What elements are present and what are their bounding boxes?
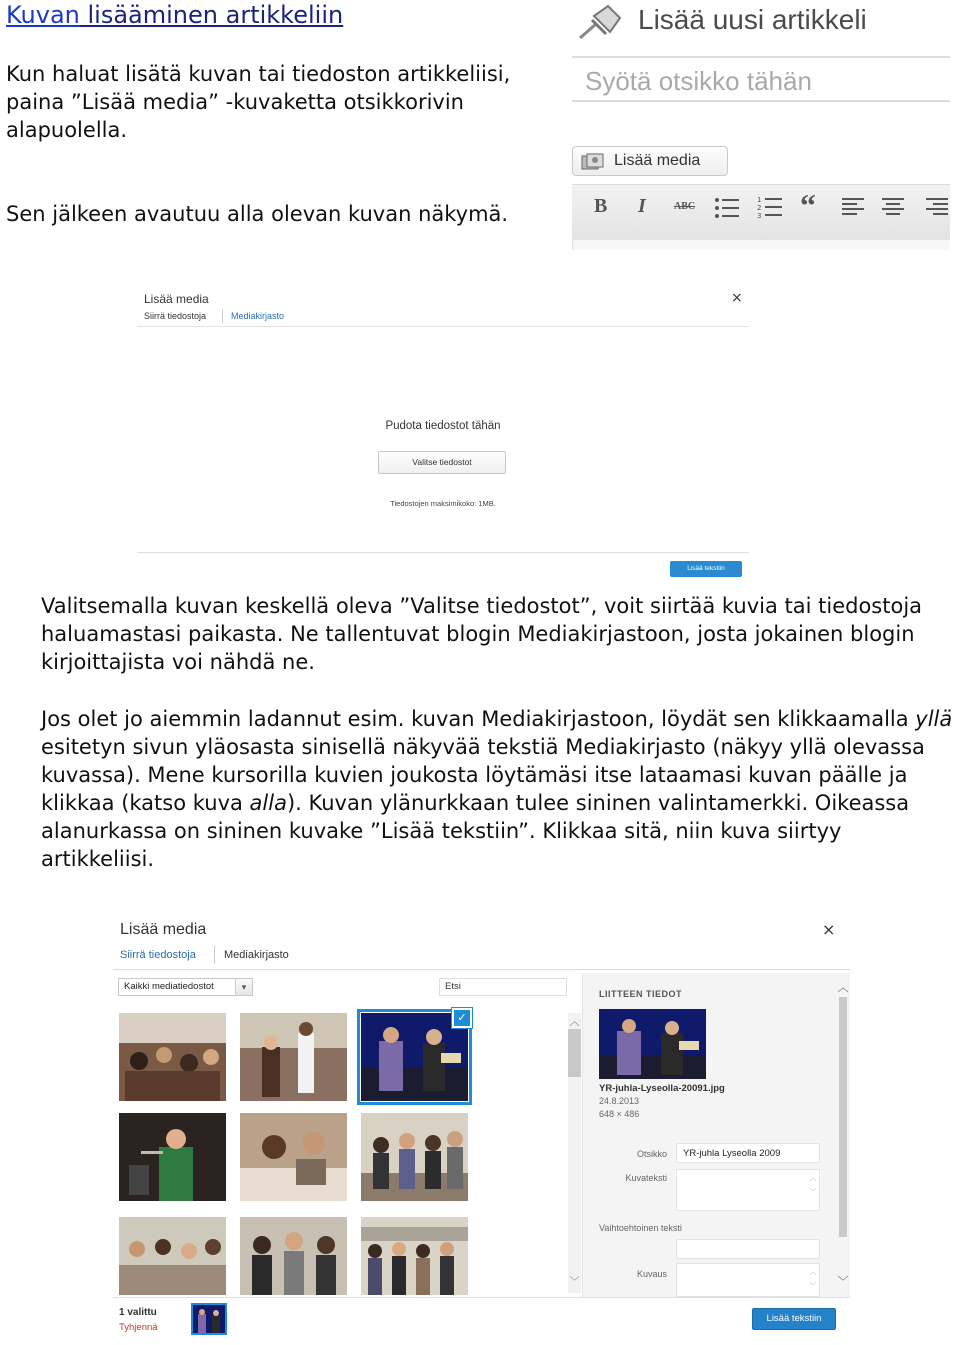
alt-text-label: Vaihtoehtoinen teksti [599,1223,682,1233]
bullet-list-icon[interactable] [714,197,740,219]
add-media-button[interactable] [572,146,728,176]
post-title-placeholder: Syötä otsikko tähän [585,66,812,96]
attachment-preview [599,1009,706,1079]
photo-musician [119,1113,226,1201]
scroll-thumb[interactable] [568,1029,581,1077]
media-dialog-title: Lisää media [120,921,207,938]
media-thumbnail[interactable] [119,1217,226,1295]
strikethrough-button[interactable]: ABC [674,201,696,212]
footer-divider [137,552,749,553]
media-filter-select[interactable] [118,978,253,996]
media-thumbnail[interactable] [361,1113,468,1201]
bold-button[interactable]: B [594,195,608,217]
tab-upload-files[interactable]: Siirrä tiedostoja [144,311,207,321]
intro-paragraph-2: Sen jälkeen avautuu alla olevan kuvan näkymä. [6,202,509,226]
grid-scrollbar[interactable] [568,1013,581,1293]
editor-heading: Lisää uusi artikkeli [638,4,867,35]
media-thumbnail[interactable] [240,1113,347,1201]
tab-separator [214,946,215,964]
footer-divider [113,1297,850,1298]
attachment-details-panel [582,973,850,1298]
media-icon [581,153,605,171]
select-files-button[interactable]: Valitse tiedostot [378,451,506,474]
svg-text:3: 3 [757,212,762,219]
selection-thumbnail[interactable] [191,1303,227,1335]
p2-emphasis-below: alla [249,791,287,815]
body-paragraph-2 [41,705,959,873]
pushpin-icon [574,2,626,42]
post-title-input[interactable] [572,56,950,102]
photo-group [361,1113,468,1201]
title-label: Otsikko [636,1149,667,1159]
align-center-icon[interactable] [882,197,906,217]
textarea-scroll-icon[interactable]: ︿ ﹀ [809,1175,817,1196]
media-library-dialog [113,915,853,1345]
blockquote-button[interactable]: “ [800,187,816,223]
chevron-down-icon: ▾ [235,979,252,995]
photo-students [361,1217,468,1295]
photo-selected-mini [193,1305,225,1333]
media-thumbnail[interactable] [361,1217,468,1295]
clear-selection-link[interactable]: Tyhjennä [119,1322,158,1333]
media-thumbnail[interactable] [240,1217,347,1295]
add-media-label: Lisää media [614,152,701,169]
upload-dialog [137,285,749,581]
max-size-note: Tiedostojen maksimikoko: 1MB. [390,499,496,508]
caption-textarea[interactable] [676,1169,820,1211]
italic-button[interactable]: I [638,195,646,217]
media-thumbnail[interactable] [119,1013,226,1101]
photo-workshop [240,1113,347,1201]
scroll-up-icon[interactable]: ︿ [569,1017,580,1028]
editor-toolbar [572,184,950,240]
p2-part-c: ). Kuvan ylänurkkaan tulee sininen valintamerkki. Oikeassa alanurkassa on sininen kuvake ”Lisää tekstiin”. Klikkaa sitä, niin kuva siirtyy artikkeliisi. [41,791,910,871]
panel-scrollbar[interactable] [836,973,850,1298]
attachment-filename: YR-juhla-Lyseolla-20091.jpg [599,1083,725,1094]
svg-text:1: 1 [757,196,762,204]
tab-media-library[interactable]: Mediakirjasto [224,949,289,961]
search-input[interactable]: Etsi [439,978,567,996]
scroll-up-icon[interactable]: ︿ [837,981,849,994]
photo-audience [119,1013,226,1101]
close-icon[interactable]: × [822,920,836,939]
align-right-icon[interactable] [924,197,948,217]
scroll-down-icon[interactable]: ﹀ [837,1275,849,1288]
body-paragraph-1: Valitsemalla kuvan keskellä oleva ”Valitse tiedostot”, voit siirtää kuvia tai tiedostoja haluamastasi paikasta. Ne tallentuvat blogin Mediakirjastoon, josta jokainen blogin kirjoittajista voi nähdä ne. [41,594,923,674]
photo-singers [240,1013,347,1101]
p2-part-b: esitetyn sivun yläosasta sinisellä näkyvää tekstiä Mediakirjasto (näkyy yllä olevassa kuvassa). Mene kursorilla kuvien joukosta löytämäsi itse lataamasi kuvan päälle ja klikkaa (katso kuva [41,735,925,815]
tab-separator [222,309,223,323]
media-thumbnail[interactable] [240,1013,347,1101]
attachment-details-heading: LIITTEEN TIEDOT [599,989,682,999]
alt-text-field[interactable] [676,1239,820,1259]
header-divider [113,969,850,970]
editor-content-edge [572,240,950,250]
attachment-dimensions: 648 × 486 [599,1109,640,1119]
selected-check-icon[interactable]: ✓ [452,1008,472,1028]
textarea-scroll-icon[interactable]: ︿ ﹀ [809,1269,817,1290]
media-filter-value: Kaikki mediatiedostot [124,981,214,992]
page-title [6,1,343,29]
media-thumbnail[interactable] [119,1113,226,1201]
p2-part-a: Jos olet jo aiemmin ladannut esim. kuvan Mediakirjastoon, löydät sen klikkaamalla [41,707,916,731]
photo-classroom [119,1217,226,1295]
attachment-date: 24.8.2013 [599,1096,640,1106]
numbered-list-icon[interactable] [757,195,783,219]
insert-into-post-button[interactable]: Lisää tekstiin [752,1308,836,1330]
close-icon[interactable]: × [731,290,743,306]
selected-count: 1 valittu [119,1307,157,1318]
description-label: Kuvaus [636,1269,667,1279]
align-left-icon[interactable] [842,197,866,217]
title-rest: lisääminen artikkeliin [79,1,344,29]
scroll-down-icon[interactable]: ﹀ [569,1277,580,1288]
photo-performers-preview [599,1009,706,1079]
caption-label: Kuvateksti [625,1173,667,1183]
drop-zone-text: Pudota tiedostot tähän [385,420,501,432]
header-divider [137,326,749,327]
upload-dialog-title: Lisää media [144,292,209,306]
scroll-thumb[interactable] [839,997,847,1237]
insert-into-post-button[interactable]: Lisää tekstiin [670,561,742,577]
tab-upload-files[interactable]: Siirrä tiedostoja [120,949,196,961]
svg-text:2: 2 [757,204,762,212]
photo-crowd [240,1217,347,1295]
p2-emphasis-above: yllä [915,707,953,731]
tab-media-library[interactable]: Mediakirjasto [231,311,285,321]
intro-paragraph: Kun haluat lisätä kuvan tai tiedoston artikkeliisi, paina ”Lisää media” -kuvaketta otsikkorivin alapuolella. [6,62,511,142]
description-textarea[interactable] [676,1263,820,1297]
title-link[interactable]: Kuvan [6,1,80,29]
title-field[interactable]: YR-juhla Lyseolla 2009 [676,1143,820,1163]
editor-screenshot [572,0,952,250]
